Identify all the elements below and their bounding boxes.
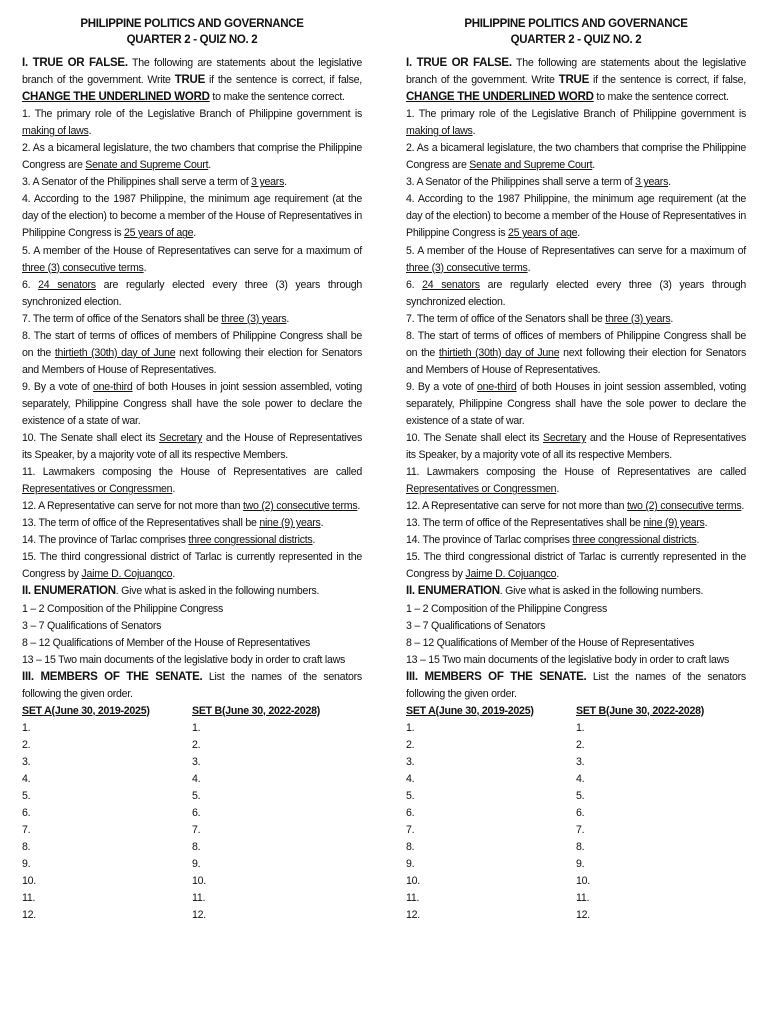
section-heading: III. MEMBERS OF THE SENATE. <box>406 670 587 683</box>
answer-number: 2. <box>576 738 585 751</box>
question-item: 11. Lawmakers composing the House of Representatives are called Representatives or Congressmen. <box>22 466 362 496</box>
question-item: 14. The province of Tarlac comprises three congressional districts. <box>406 534 700 547</box>
question-item: 12. A Representative can serve for not more than two (2) consecutive terms. <box>22 500 361 513</box>
answer-number: 4. <box>22 772 31 785</box>
header <box>406 16 746 48</box>
question-item: 3. A Senator of the Philippines shall serve a term of 3 years. <box>406 176 671 189</box>
set-b-header: SET B(June 30, 2022-2028) <box>576 704 705 717</box>
enumeration-item: 8 – 12 Qualifications of Member of the House of Representatives <box>22 636 311 649</box>
header <box>22 16 362 48</box>
set-b <box>192 703 362 925</box>
question-item: 14. The province of Tarlac comprises three congressional districts. <box>22 534 316 547</box>
answer-number: 5. <box>576 790 585 803</box>
answer-number: 7. <box>576 824 585 837</box>
answer-number: 11. <box>406 892 420 905</box>
quiz-copy-left <box>22 16 362 924</box>
answer-number: 3. <box>22 755 31 768</box>
set-a-header: SET A(June 30, 2019-2025) <box>22 704 150 717</box>
enumeration-instructions: II. ENUMERATION. Give what is asked in the following numbers. <box>22 585 320 598</box>
answer-number: 11. <box>192 892 206 905</box>
question-item: 13. The term of office of the Representatives shall be nine (9) years. <box>406 517 708 530</box>
answer-number: 2. <box>192 738 201 751</box>
answer-number: 3. <box>192 755 201 768</box>
answer-number: 9. <box>406 858 415 871</box>
answer-number: 7. <box>22 824 31 837</box>
answer-number: 6. <box>192 807 201 820</box>
question-item: 6. 24 senators are regularly elected every three (3) years through synchronized election. <box>22 278 363 308</box>
answer-number: 4. <box>406 772 415 785</box>
enumeration-item: 1 – 2 Composition of the Philippine Congress <box>406 602 607 615</box>
senator-sets <box>406 703 746 925</box>
answer-number: 2. <box>22 738 31 751</box>
answer-number: 8. <box>192 841 201 854</box>
section-heading: I. TRUE OR FALSE. <box>406 57 512 69</box>
question-item: 1. The primary role of the Legislative Branch of Philippine government is making of laws. <box>406 108 746 138</box>
question-item: 9. By a vote of one-third of both Houses in joint session assembled, voting separately, Philippine Congress shall have the sole power to declare the existence of a state of war. <box>406 380 746 427</box>
answer-number: 12. <box>22 909 36 922</box>
answer-number: 8. <box>406 841 415 854</box>
answer-number: 6. <box>22 807 31 820</box>
answer-number: 8. <box>576 841 585 854</box>
question-item: 2. As a bicameral legislature, the two chambers that comprise the Philippine Congress are Senate and Supreme Court. <box>406 142 746 172</box>
question-item: 13. The term of office of the Representatives shall be nine (9) years. <box>22 517 324 530</box>
question-item: 3. A Senator of the Philippines shall serve a term of 3 years. <box>22 176 287 189</box>
answer-number: 10. <box>22 875 36 888</box>
answer-number: 10. <box>192 875 206 888</box>
answer-number: 7. <box>192 824 201 837</box>
answer-number: 9. <box>22 858 31 871</box>
answer-number: 6. <box>576 807 585 820</box>
answer-number: 3. <box>576 755 585 768</box>
section-heading: II. ENUMERATION <box>22 585 116 598</box>
answer-number: 1. <box>192 721 201 734</box>
question-item: 5. A member of the House of Representatives can serve for a maximum of three (3) consecutive terms. <box>22 244 362 274</box>
answer-number: 1. <box>22 721 31 734</box>
quiz-title: PHILIPPINE POLITICS AND GOVERNANCE <box>464 18 688 30</box>
question-item: 4. According to the 1987 Philippine, the minimum age requirement (at the day of the election) to become a member of the House of Representatives in Philippine Congress is 25 years of age. <box>406 193 746 240</box>
answer-number: 4. <box>192 772 201 785</box>
section-heading: II. ENUMERATION <box>406 585 500 598</box>
enumeration-item: 13 – 15 Two main documents of the legislative body in order to craft laws <box>22 653 346 666</box>
answer-number: 5. <box>22 790 31 803</box>
question-item: 11. Lawmakers composing the House of Representatives are called Representatives or Congressmen. <box>406 466 746 496</box>
enumeration-item: 8 – 12 Qualifications of Member of the House of Representatives <box>406 636 695 649</box>
question-item: 7. The term of office of the Senators shall be three (3) years. <box>22 312 290 325</box>
question-item: 4. According to the 1987 Philippine, the minimum age requirement (at the day of the election) to become a member of the House of Representatives in Philippine Congress is 25 years of age. <box>22 193 362 240</box>
answer-number: 5. <box>192 790 201 803</box>
answer-number: 2. <box>406 738 415 751</box>
senator-sets <box>22 703 362 925</box>
question-item: 15. The third congressional district of Tarlac is currently represented in the Congress by Jaime D. Cojuangco. <box>22 551 362 581</box>
question-item: 12. A Representative can serve for not more than two (2) consecutive terms. <box>406 500 745 513</box>
question-item: 15. The third congressional district of Tarlac is currently represented in the Congress by Jaime D. Cojuangco. <box>406 551 746 581</box>
question-item: 8. The start of terms of offices of members of Philippine Congress shall be on the thirtieth (30th) day of June next following their election for Senators and Members of House of Representatives. <box>406 329 746 376</box>
section-heading: III. MEMBERS OF THE SENATE. <box>22 670 203 683</box>
quiz-subtitle: QUARTER 2 - QUIZ NO. 2 <box>510 34 642 46</box>
question-item: 1. The primary role of the Legislative Branch of Philippine government is making of laws. <box>22 108 362 138</box>
quiz-copy-right <box>406 16 746 924</box>
senate-instructions: III. MEMBERS OF THE SENATE. List the names of the senators following the given order. <box>22 670 362 700</box>
answer-number: 6. <box>406 807 415 820</box>
answer-number: 8. <box>22 841 31 854</box>
answer-number: 12. <box>192 909 206 922</box>
question-item: 2. As a bicameral legislature, the two chambers that comprise the Philippine Congress are Senate and Supreme Court. <box>22 142 362 172</box>
answer-number: 7. <box>406 824 415 837</box>
true-false-instructions: I. TRUE OR FALSE. The following are statements about the legislative branch of the government. Write TRUE if the sentence is correct, if false, CHANGE THE UNDERLINED WORD to make the sentence correct. <box>22 57 362 104</box>
set-a <box>22 703 192 925</box>
answer-number: 3. <box>406 755 415 768</box>
enumeration-item: 3 – 7 Qualifications of Senators <box>406 619 546 632</box>
question-item: 10. The Senate shall elect its Secretary and the House of Representatives its Speaker, by a majority vote of all its respective Members. <box>22 432 362 462</box>
answer-number: 12. <box>576 909 590 922</box>
enumeration-item: 1 – 2 Composition of the Philippine Congress <box>22 602 223 615</box>
question-item: 8. The start of terms of offices of members of Philippine Congress shall be on the thirtieth (30th) day of June next following their election for Senators and Members of House of Representatives. <box>22 329 362 376</box>
enumeration-item: 13 – 15 Two main documents of the legislative body in order to craft laws <box>406 653 730 666</box>
set-b <box>576 703 746 925</box>
set-b-header: SET B(June 30, 2022-2028) <box>192 704 321 717</box>
answer-number: 1. <box>406 721 415 734</box>
question-item: 6. 24 senators are regularly elected every three (3) years through synchronized election. <box>406 278 747 308</box>
answer-number: 9. <box>192 858 201 871</box>
question-item: 5. A member of the House of Representatives can serve for a maximum of three (3) consecutive terms. <box>406 244 746 274</box>
true-false-instructions: I. TRUE OR FALSE. The following are statements about the legislative branch of the government. Write TRUE if the sentence is correct, if false, CHANGE THE UNDERLINED WORD to make the sentence correct. <box>406 57 746 104</box>
answer-number: 5. <box>406 790 415 803</box>
answer-number: 1. <box>576 721 585 734</box>
answer-number: 12. <box>406 909 420 922</box>
answer-number: 10. <box>406 875 420 888</box>
section-heading: I. TRUE OR FALSE. <box>22 57 128 69</box>
question-item: 7. The term of office of the Senators shall be three (3) years. <box>406 312 674 325</box>
question-item: 10. The Senate shall elect its Secretary and the House of Representatives its Speaker, by a majority vote of all its respective Members. <box>406 432 746 462</box>
answer-number: 10. <box>576 875 590 888</box>
set-a <box>406 703 576 925</box>
enumeration-instructions: II. ENUMERATION. Give what is asked in the following numbers. <box>406 585 704 598</box>
answer-number: 11. <box>576 892 590 905</box>
answer-number: 4. <box>576 772 585 785</box>
quiz-subtitle: QUARTER 2 - QUIZ NO. 2 <box>126 34 258 46</box>
question-item: 9. By a vote of one-third of both Houses in joint session assembled, voting separately, Philippine Congress shall have the sole power to declare the existence of a state of war. <box>22 380 362 427</box>
set-a-header: SET A(June 30, 2019-2025) <box>406 704 534 717</box>
senate-instructions: III. MEMBERS OF THE SENATE. List the names of the senators following the given order. <box>406 670 746 700</box>
enumeration-item: 3 – 7 Qualifications of Senators <box>22 619 162 632</box>
quiz-title: PHILIPPINE POLITICS AND GOVERNANCE <box>80 18 304 30</box>
answer-number: 9. <box>576 858 585 871</box>
answer-number: 11. <box>22 892 36 905</box>
